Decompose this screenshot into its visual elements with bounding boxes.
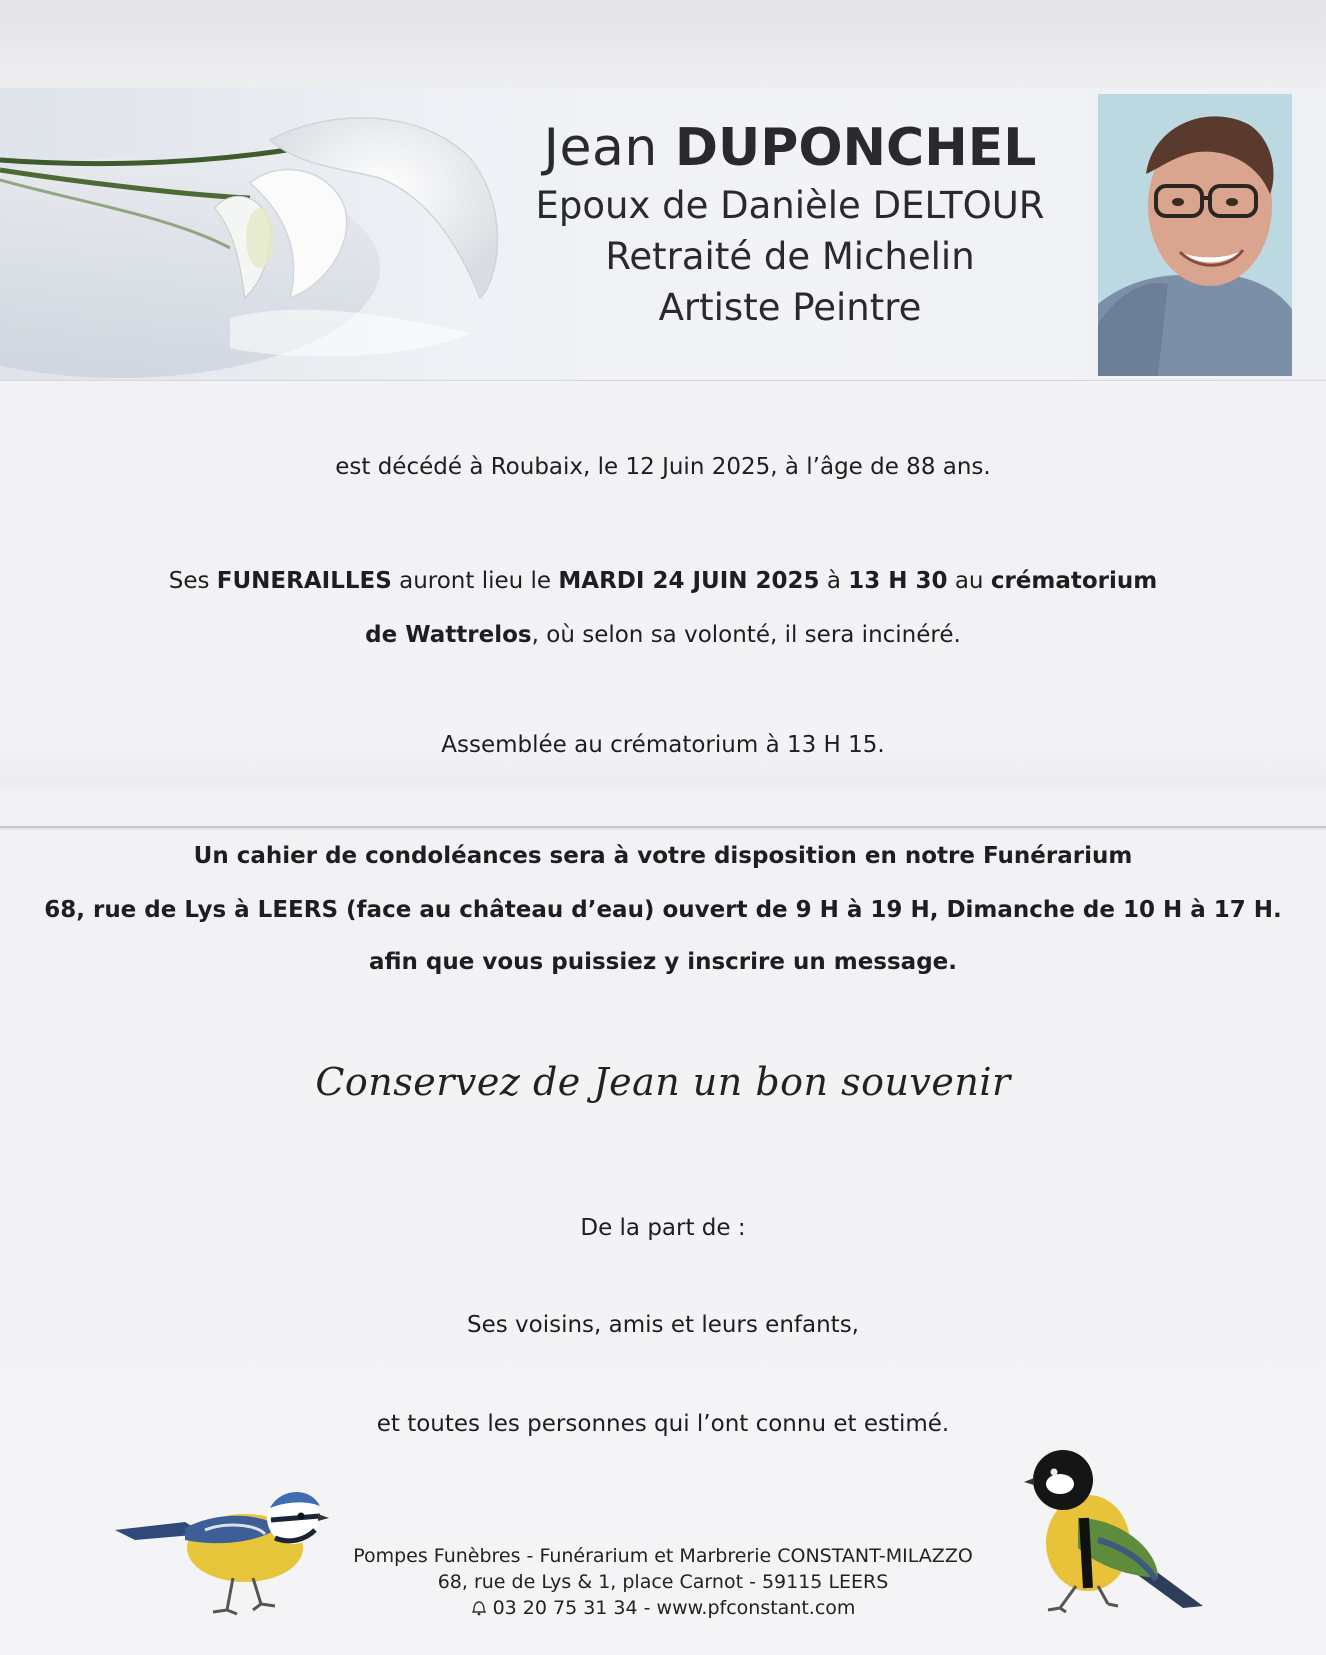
company-name: Pompes Funèbres - Funérarium et Marbrerie CONSTANT-MILAZZO [353, 1545, 973, 1567]
text-fragment: auront lieu le [391, 568, 559, 594]
funeral-time: 13 H 30 [848, 568, 948, 594]
assembly-line: Assemblée au crématorium à 13 H 15. [441, 732, 885, 758]
neighbors-line: Ses voisins, amis et leurs enfants, [466, 1312, 859, 1338]
portrait-photo [1098, 94, 1292, 376]
header-banner [0, 88, 1326, 380]
condolence-line-2: 68, rue de Lys à LEERS (face au château d’eau) ouvert de 9 H à 19 H, Dimanche de 10 H à 17 H. [44, 897, 1282, 923]
crematorium-bold: crématorium [990, 568, 1158, 594]
funeral-line-2 [0, 620, 1326, 650]
top-paper-strip [0, 0, 1326, 88]
contact-line [0, 1595, 1326, 1621]
contact-separator: - [637, 1597, 657, 1619]
profession-line: Retraité de Michelin [605, 235, 975, 278]
spouse-line: Epoux de Danièle DELTOUR [535, 184, 1045, 227]
text-fragment: Ses [168, 568, 217, 594]
souvenir-script: Conservez de Jean un bon souvenir [315, 1060, 1011, 1104]
funeral-line-1 [0, 566, 1326, 596]
funeral-date: MARDI 24 JUIN 2025 [558, 568, 820, 594]
website-link[interactable]: www.pfconstant.com [656, 1597, 856, 1619]
text-fragment: à [819, 568, 849, 594]
company-address: 68, rue de Lys & 1, place Carnot - 59115 LEERS [437, 1571, 889, 1593]
calla-lily-image [0, 88, 520, 380]
phone-number: 03 20 75 31 34 [492, 1597, 638, 1619]
condolence-line-1: Un cahier de condoléances sera à votre disposition en notre Funérarium [193, 843, 1133, 869]
wattrelos-bold: de Wattrelos [365, 622, 532, 648]
last-name: DUPONCHEL [674, 118, 1037, 178]
from-label: De la part de : [580, 1215, 746, 1241]
first-name: Jean [543, 118, 658, 178]
deceased-name [470, 116, 1110, 180]
paper-fold-line [0, 826, 1326, 828]
artist-line: Artiste Peintre [658, 286, 922, 329]
funerailles-bold: FUNERAILLES [216, 568, 392, 594]
text-fragment: , où selon sa volonté, il sera incinéré. [531, 622, 961, 648]
everyone-line: et toutes les personnes qui l’ont connu et estimé. [376, 1411, 950, 1437]
funeral-home-footer [0, 1543, 1326, 1621]
banner-text [470, 116, 1110, 333]
text-fragment: au [947, 568, 991, 594]
condolence-line-3: afin que vous puissiez y inscrire un message. [368, 949, 958, 975]
phone-icon [471, 1600, 487, 1616]
death-statement: est décédé à Roubaix, le 12 Juin 2025, à l’âge de 88 ans. [335, 454, 991, 480]
